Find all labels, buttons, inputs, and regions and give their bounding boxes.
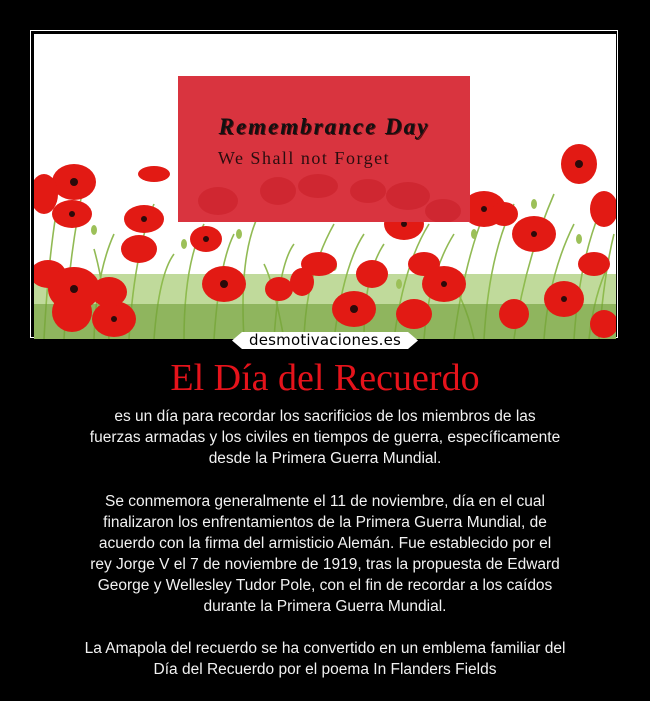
desmotivaciones-logo[interactable] (232, 332, 418, 349)
paragraph-line: durante la Primera Guerra Mundial. (203, 598, 447, 615)
poster-image (34, 34, 616, 339)
poster-subtitle: We Shall not Forget (217, 148, 391, 168)
paragraph-line: rey Jorge V el 7 de noviembre de 1919, tras la propuesta de Edward (90, 556, 560, 573)
poster-title: Remembrance Day (218, 114, 430, 139)
paragraph-line: George y Wellesley Tudor Pole, con el fin de recordar a los caídos (97, 577, 553, 594)
paragraph-line: La Amapola del recuerdo se ha convertido en un emblema familiar del (84, 640, 566, 657)
paragraph-line: fuerzas armadas y los civiles en tiempos de guerra, específicamente (89, 429, 561, 446)
paragraph-line: desde la Primera Guerra Mundial. (208, 450, 442, 467)
paragraph-1 (40, 406, 610, 469)
logo-text: desmotivaciones.es (248, 331, 402, 349)
paragraph-line: Día del Recuerdo por el poema In Flanders Fields (153, 661, 497, 678)
poster-caption-box (178, 76, 470, 222)
paragraph-3 (40, 638, 610, 680)
page-title: El Día del Recuerdo (170, 357, 480, 399)
paragraph-line: es un día para recordar los sacrificios de los miembros de las (114, 408, 536, 425)
paragraph-line: Se conmemora generalmente el 11 de noviembre, día en el cual (104, 493, 545, 510)
paragraph-line: acuerdo con la firma del armisticio Alemán. Fue establecido por el (98, 535, 552, 552)
paragraph-2 (40, 491, 610, 617)
paragraph-line: finalizaron los enfrentamientos de la Primera Guerra Mundial, de (103, 514, 547, 531)
